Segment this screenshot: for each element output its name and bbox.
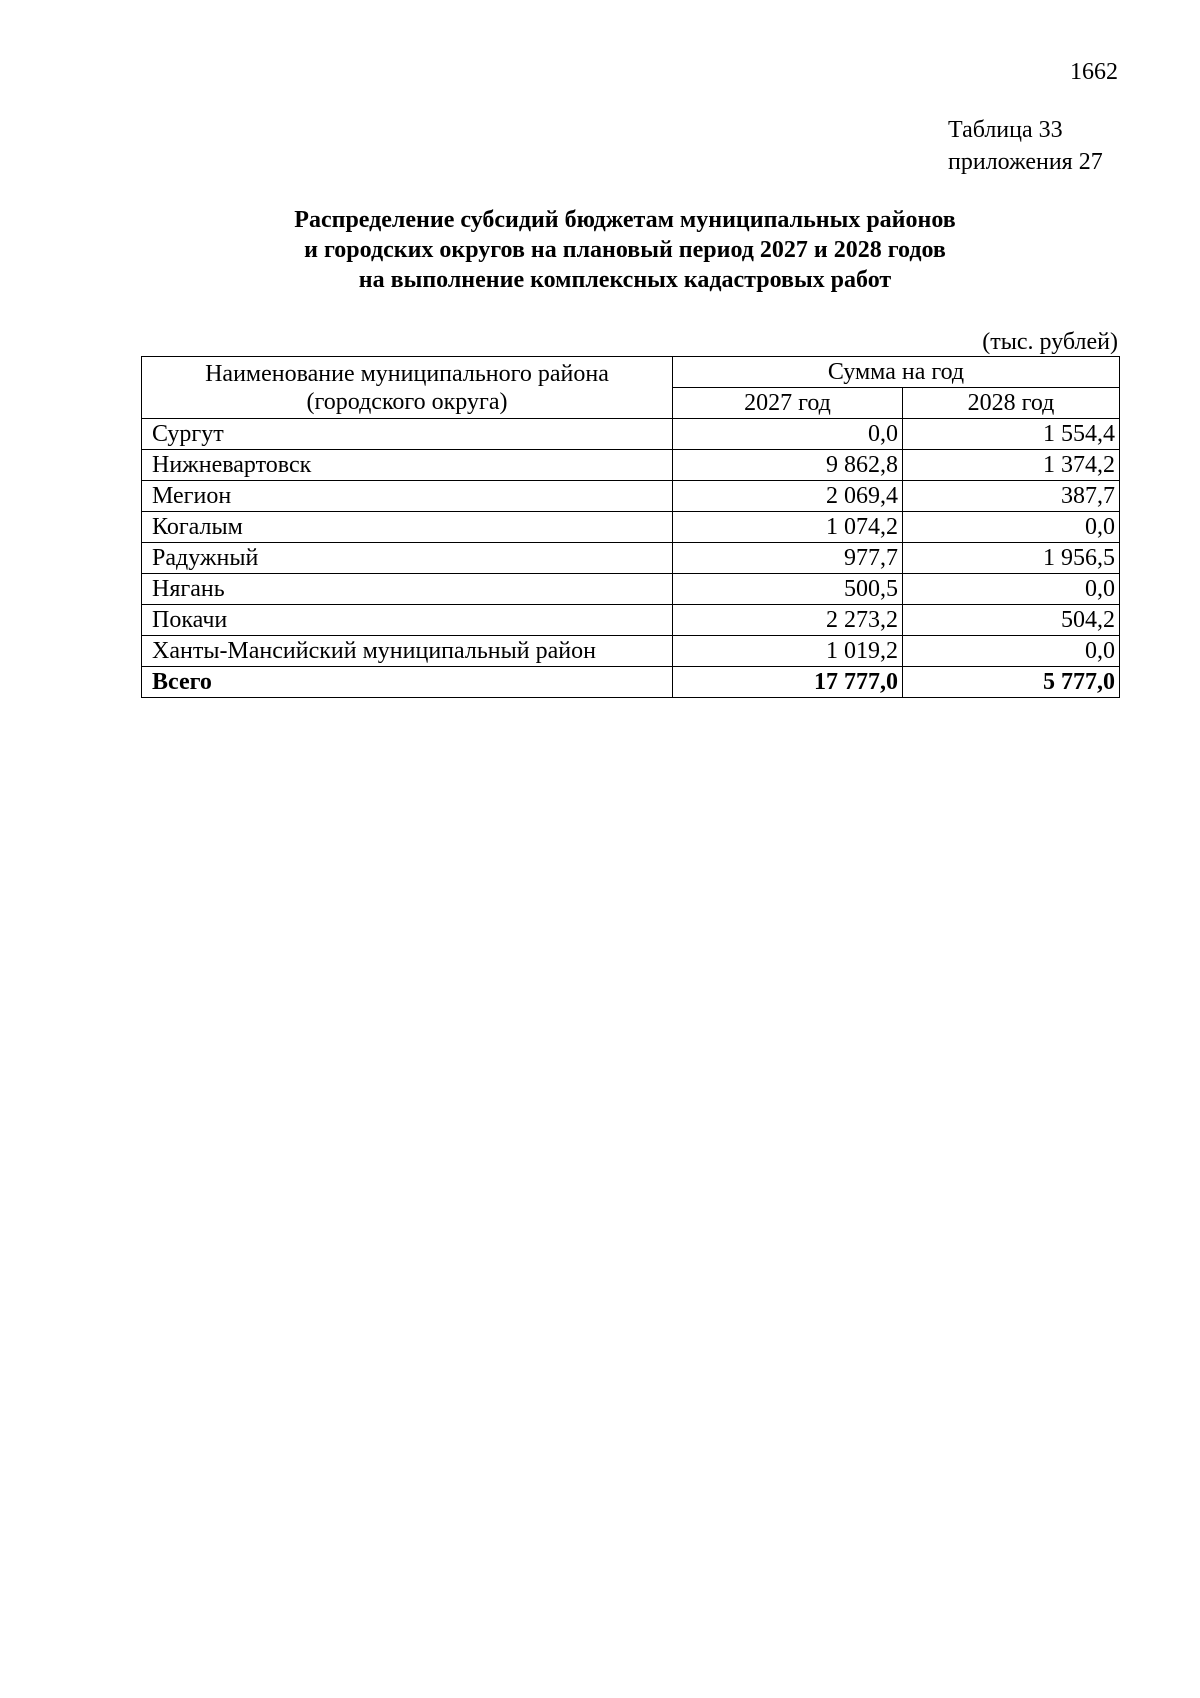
total-row (142, 667, 1120, 698)
municipality-name-cell: Когалым (142, 512, 673, 543)
value-2027-cell: 0,0 (673, 419, 903, 450)
municipality-name-cell: Мегион (142, 481, 673, 512)
table-row (142, 512, 1120, 543)
table-row (142, 636, 1120, 667)
value-2028-cell: 0,0 (903, 512, 1120, 543)
value-2027-cell: 2 273,2 (673, 605, 903, 636)
value-2028-cell: 1 554,4 (903, 419, 1120, 450)
value-2028-cell: 1 956,5 (903, 543, 1120, 574)
value-2028-cell: 0,0 (903, 636, 1120, 667)
value-2027-cell: 2 069,4 (673, 481, 903, 512)
municipality-name-cell: Покачи (142, 605, 673, 636)
table-reference (948, 114, 1103, 178)
value-2028-cell: 0,0 (903, 574, 1120, 605)
title-line: Распределение субсидий бюджетам муниципальных районов (294, 207, 956, 233)
value-2028-cell: 1 374,2 (903, 450, 1120, 481)
units-label: (тыс. рублей) (982, 329, 1118, 355)
value-2028-cell: 504,2 (903, 605, 1120, 636)
value-2027-cell: 500,5 (673, 574, 903, 605)
table-row (142, 450, 1120, 481)
value-2027-cell: 1 074,2 (673, 512, 903, 543)
header-year-cell: 2027 год (673, 388, 903, 419)
municipality-name-cell: Ханты-Мансийский муниципальный район (142, 636, 673, 667)
header-row (142, 357, 1120, 388)
municipality-name-cell: Нягань (142, 574, 673, 605)
table-row (142, 543, 1120, 574)
document-title (130, 205, 1120, 295)
total-2027-cell: 17 777,0 (673, 667, 903, 698)
table-reference-line: приложения 27 (948, 149, 1103, 175)
header-year-cell: 2028 год (903, 388, 1120, 419)
value-2028-cell: 387,7 (903, 481, 1120, 512)
municipality-name-cell: Нижневартовск (142, 450, 673, 481)
table-reference-line: Таблица 33 (948, 117, 1063, 143)
table-row (142, 481, 1120, 512)
header-name-cell (142, 357, 673, 419)
total-label-cell: Всего (142, 667, 673, 698)
municipality-name-cell: Радужный (142, 543, 673, 574)
subsidy-table (141, 356, 1120, 698)
header-name-line: (городского округа) (306, 388, 508, 415)
header-name-line: Наименование муниципального района (205, 360, 609, 387)
table-row (142, 574, 1120, 605)
page-number: 1662 (1070, 59, 1118, 85)
value-2027-cell: 9 862,8 (673, 450, 903, 481)
title-line: на выполнение комплексных кадастровых работ (358, 267, 892, 293)
table-row (142, 605, 1120, 636)
table-row (142, 419, 1120, 450)
value-2027-cell: 1 019,2 (673, 636, 903, 667)
municipality-name-cell: Сургут (142, 419, 673, 450)
title-line: и городских округов на плановый период 2027 и 2028 годов (304, 237, 946, 263)
header-sum-cell: Сумма на год (673, 357, 1120, 388)
value-2027-cell: 977,7 (673, 543, 903, 574)
total-2028-cell: 5 777,0 (903, 667, 1120, 698)
